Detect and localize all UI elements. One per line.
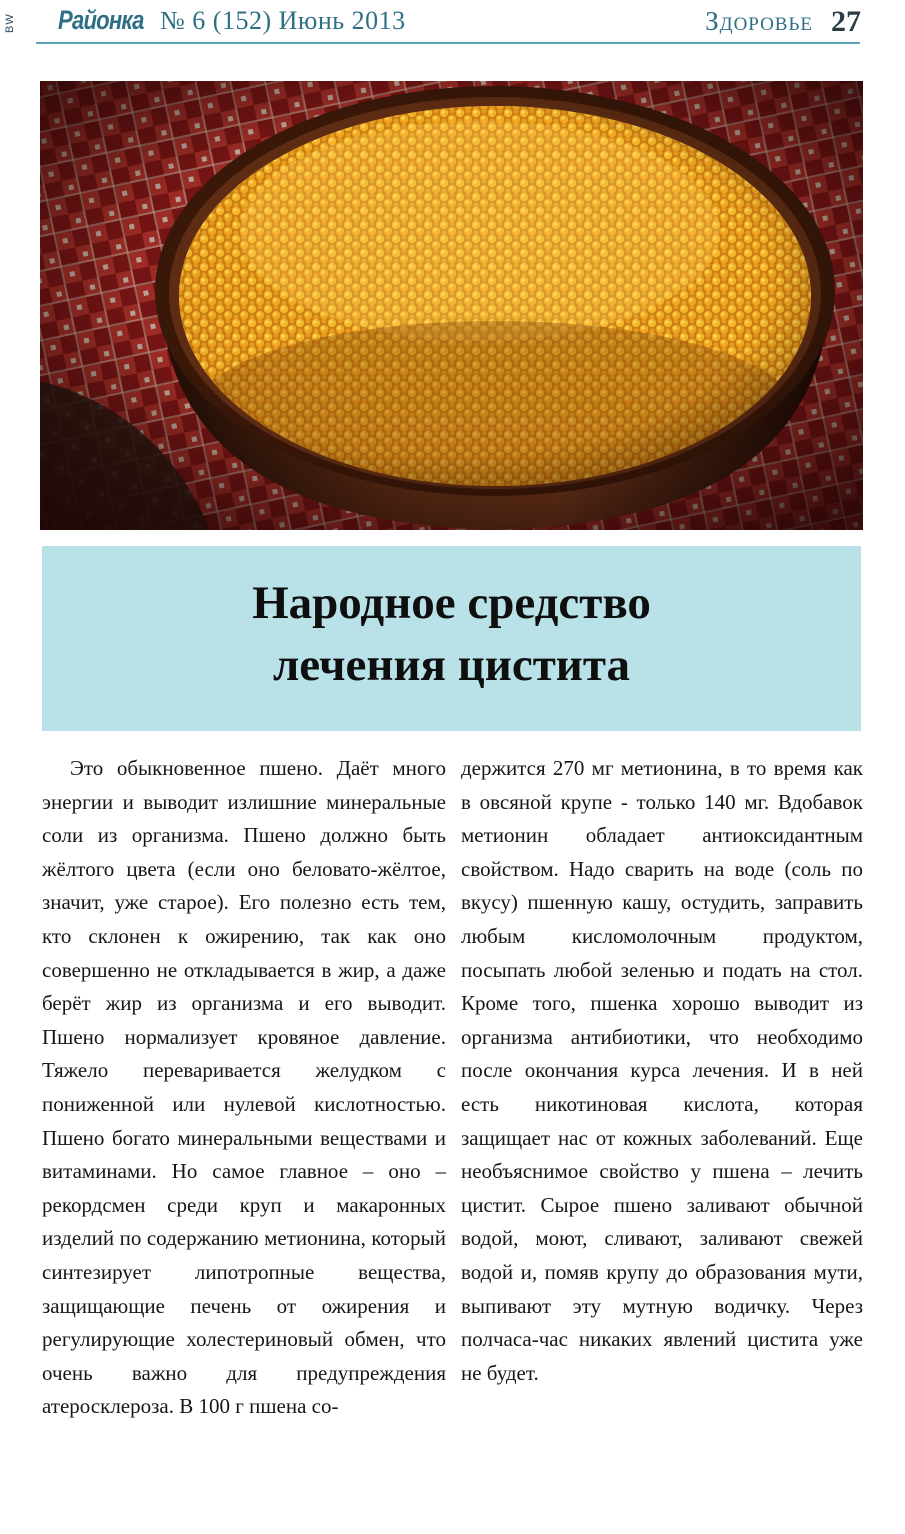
paragraph: держится 270 мг метионина, в то время как в овсяной крупе - только 140 мг. Вдобавок метионин обладает антиоксидантным свойством. Надо сварить на воде (соль по вкусу) пшенную кашу, остудить, заправить любым кисломолочным продуктом, посыпать любой зеленью и подать на стол. Кроме того, пшенка хорошо выводит из организма антибиотики, что необходимо после окончания курса лечения. И в ней есть никотиновая кислота, которая защищает нас от кожных заболеваний. Еще необъяснимое свойство у пшена – лечить цистит. Сырое пшено заливают обычной водой, моют, сливают, заливают свежей водой и, помяв крупу до образования мути, выпивают эту мутную водичку. Через полчаса-час никаких явлений цистита уже не будет.	[461, 756, 863, 1385]
newspaper-logo: Районка	[58, 5, 144, 35]
title-banner	[42, 546, 861, 731]
paragraph: Это обыкновенное пшено. Даёт много энергии и выводит излишние минеральные соли из организма. Пшено должно быть жёлтого цвета (если оно беловато-жёлтое, значит, уже старое). Его полезно есть тем, кто склонен к ожирению, так как оно совершенно не откладывается в жир, а даже берёт жир из организма и его выводит. Пшено нормализует кровяное давление. Тяжело переваривается желудком с пониженной или нулевой кислотностью. Пшено богато минеральными веществами и витаминами. Но самое главное – оно – рекордсмен среди круп и макаронных изделий по содержанию метионина, который синтезирует липотропные вещества, защищающие печень от ожирения и регулирующие холестериновый обмен, что очень важно для предупреждения атеросклероза. В 100 г пшена со-	[42, 756, 446, 1419]
millet-photo	[40, 81, 863, 530]
article-column-left	[42, 752, 446, 1424]
article-title-line2: лечения цистита	[272, 639, 631, 691]
issue-info: № 6 (152) Июнь 2013	[160, 6, 406, 35]
article-column-right	[461, 752, 863, 1390]
header-divider	[36, 42, 860, 44]
article-title-line1: Народное средство	[252, 577, 651, 629]
bw-mark: BW	[4, 13, 16, 33]
section-name: Здоровье	[705, 6, 813, 36]
article-title	[42, 572, 861, 696]
page-header	[0, 0, 905, 48]
page-number: 27	[831, 5, 861, 38]
